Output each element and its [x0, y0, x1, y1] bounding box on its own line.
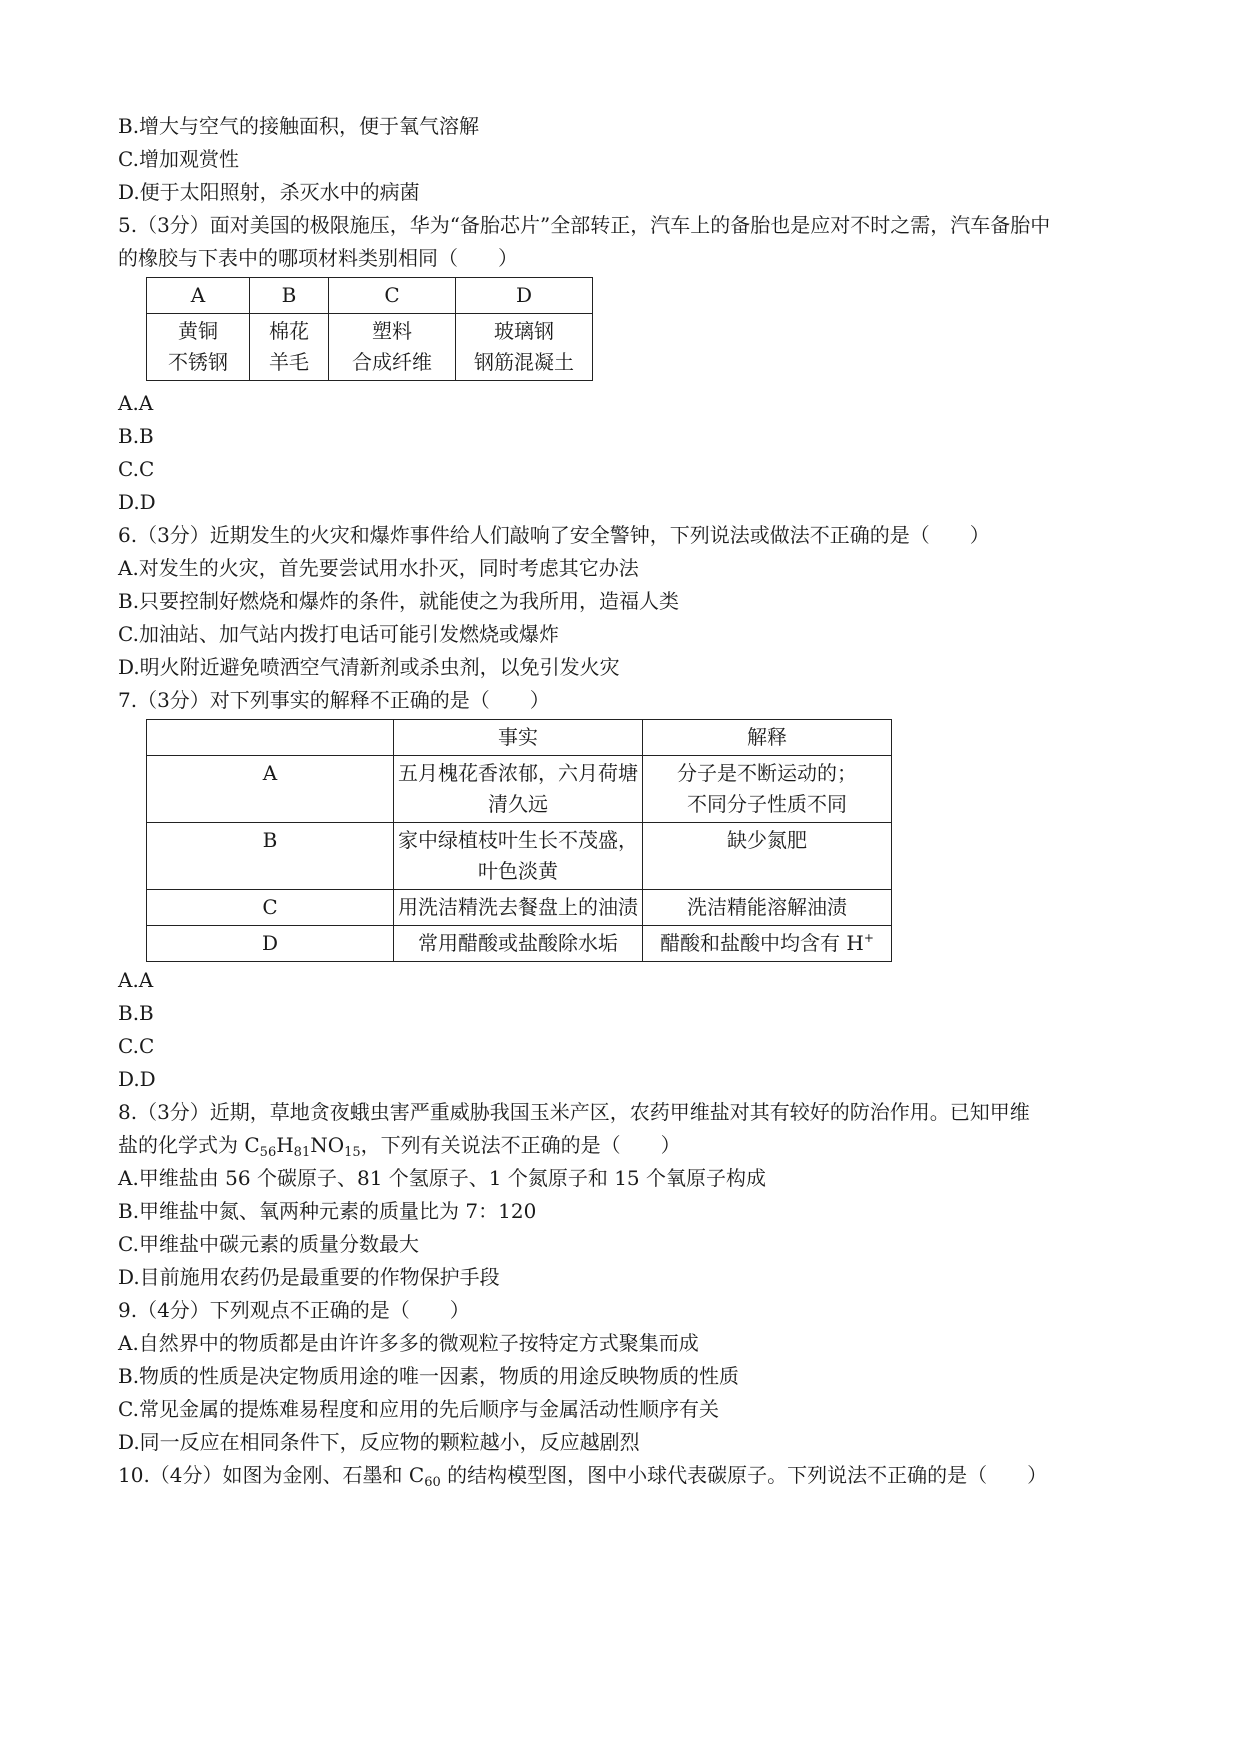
q7-row-c-fact: 用洗洁精洗去餐盘上的油渍: [394, 890, 643, 926]
exam-page: [118, 110, 1128, 1492]
q7-row-b-exp-line1: 缺少氮肥: [727, 828, 807, 852]
q7-row-a-fact-line1: 五月槐花香浓郁，六月荷塘: [398, 761, 638, 785]
q5-header-d: D: [456, 278, 593, 314]
q4-option-d: D.便于太阳照射，杀灭水中的病菌: [118, 180, 420, 204]
q6-stem: 6.（3分）近期发生的火灾和爆炸事件给人们敲响了安全警钟，下列说法或做法不正确的是（ ）: [118, 523, 990, 547]
q8-sub-o: 15: [344, 1145, 361, 1160]
q5-cell-a: [147, 314, 250, 381]
q5-option-c: C.C: [118, 457, 155, 481]
q7-option-c: C.C: [118, 1034, 155, 1058]
q9-option-d: D.同一反应在相同条件下，反应物的颗粒越小，反应越剧烈: [118, 1430, 640, 1454]
q7-option-d: D.D: [118, 1067, 156, 1091]
q10-stem-suffix: 的结构模型图，图中小球代表碳原子。下列说法不正确的是（ ）: [440, 1463, 1048, 1487]
q5-cell-b-line2: 羊毛: [269, 350, 309, 374]
q8-stem-line2: [118, 1129, 1128, 1162]
q5-cell-a-line2: 不锈钢: [168, 350, 228, 374]
q7-facts-table: [146, 719, 892, 962]
q7-row-d-exp-text: 醋酸和盐酸中均含有 H: [660, 931, 864, 955]
q7-option-b: B.B: [118, 1001, 154, 1025]
q7-row-d-label: D: [147, 926, 394, 962]
q8-sub-c: 56: [259, 1145, 277, 1160]
q8-stem-prefix: 盐的化学式为 C: [118, 1133, 260, 1157]
q7-row-c-label: C: [147, 890, 394, 926]
q7-row-a-label: A: [147, 756, 394, 823]
q10-stem: [118, 1459, 1128, 1492]
q5-cell-c: [329, 314, 456, 381]
q7-header-blank: [147, 720, 394, 756]
q7-row-d-explanation: [643, 926, 892, 962]
q5-cell-a-line1: 黄铜: [178, 319, 218, 343]
q6-option-a: A.对发生的火灾，首先要尝试用水扑灭，同时考虑其它办法: [118, 556, 639, 580]
q4-option-c: C.增加观赏性: [118, 147, 239, 171]
q7-row-a-fact: [394, 756, 643, 823]
q7-stem: 7.（3分）对下列事实的解释不正确的是（ ）: [118, 688, 550, 712]
q5-option-b: B.B: [118, 424, 154, 448]
q5-option-d: D.D: [118, 490, 156, 514]
q4-option-b: B.增大与空气的接触面积，便于氧气溶解: [118, 114, 480, 138]
q8-option-b: B.甲维盐中氮、氧两种元素的质量比为 7：120: [118, 1199, 537, 1223]
q8-option-d: D.目前施用农药仍是最重要的作物保护手段: [118, 1265, 500, 1289]
q5-cell-d-line1: 玻璃钢: [494, 319, 554, 343]
q5-header-a: A: [147, 278, 250, 314]
q7-header-explanation: 解释: [643, 720, 892, 756]
q7-row-b-explanation: [643, 823, 892, 890]
q9-stem: 9.（4分）下列观点不正确的是（ ）: [118, 1298, 470, 1322]
q5-option-a: A.A: [118, 391, 154, 415]
q7-row-b-label: B: [147, 823, 394, 890]
q9-option-a: A.自然界中的物质都是由许许多多的微观粒子按特定方式聚集而成: [118, 1331, 699, 1355]
q8-stem-suffix: ，下列有关说法不正确的是（ ）: [360, 1133, 681, 1157]
q8-no: NO: [310, 1133, 345, 1157]
q8-option-c: C.甲维盐中碳元素的质量分数最大: [118, 1232, 419, 1256]
q5-cell-d: [456, 314, 593, 381]
q9-option-b: B.物质的性质是决定物质用途的唯一因素，物质的用途反映物质的性质: [118, 1364, 740, 1388]
q6-option-d: D.明火附近避免喷洒空气清新剂或杀虫剂，以免引发火灾: [118, 655, 620, 679]
q7-row-b-fact: [394, 823, 643, 890]
q7-row-a-exp-line1: 分子是不断运动的；: [677, 761, 857, 785]
q8-h: H: [276, 1133, 294, 1157]
q5-materials-table: [146, 277, 593, 381]
q10-stem-prefix: 10.（4分）如图为金刚、石墨和 C: [118, 1463, 425, 1487]
q5-cell-b: [250, 314, 329, 381]
q5-header-b: B: [250, 278, 329, 314]
q7-row-a-fact-line2: 清久远: [488, 792, 548, 816]
q6-option-b: B.只要控制好燃烧和爆炸的条件，就能使之为我所用，造福人类: [118, 589, 680, 613]
q7-row-c-explanation: 洗洁精能溶解油渍: [643, 890, 892, 926]
q8-sub-h: 81: [293, 1145, 311, 1160]
q5-cell-b-line1: 棉花: [269, 319, 309, 343]
q5-header-c: C: [329, 278, 456, 314]
q7-row-d-fact: 常用醋酸或盐酸除水垢: [394, 926, 643, 962]
q5-cell-c-line2: 合成纤维: [352, 350, 432, 374]
q7-row-a-explanation: [643, 756, 892, 823]
q7-row-a-exp-line2: 不同分子性质不同: [687, 792, 847, 816]
q8-option-a: A.甲维盐由 56 个碳原子、81 个氢原子、1 个氮原子和 15 个氧原子构成: [118, 1166, 767, 1190]
q5-stem-line2: 的橡胶与下表中的哪项材料类别相同（ ）: [118, 246, 518, 270]
q8-stem-line1: 8.（3分）近期，草地贪夜蛾虫害严重威胁我国玉米产区，农药甲维盐对其有较好的防治作用。已知甲维: [118, 1100, 1030, 1124]
q5-stem-line1: 5.（3分）面对美国的极限施压，华为“备胎芯片”全部转正，汽车上的备胎也是应对不时之需，汽车备胎中: [118, 213, 1051, 237]
q7-row-d-superscript: +: [863, 931, 874, 945]
q9-option-c: C.常见金属的提炼难易程度和应用的先后顺序与金属活动性顺序有关: [118, 1397, 719, 1421]
q5-cell-d-line2: 钢筋混凝土: [474, 350, 574, 374]
q7-row-b-fact-line1: 家中绿植枝叶生长不茂盛，: [398, 828, 638, 852]
q5-cell-c-line1: 塑料: [372, 319, 412, 343]
q6-option-c: C.加油站、加气站内拨打电话可能引发燃烧或爆炸: [118, 622, 559, 646]
q10-sub-60: 60: [424, 1475, 441, 1490]
q7-row-b-fact-line2: 叶色淡黄: [478, 859, 558, 883]
q7-header-fact: 事实: [394, 720, 643, 756]
q7-option-a: A.A: [118, 968, 154, 992]
